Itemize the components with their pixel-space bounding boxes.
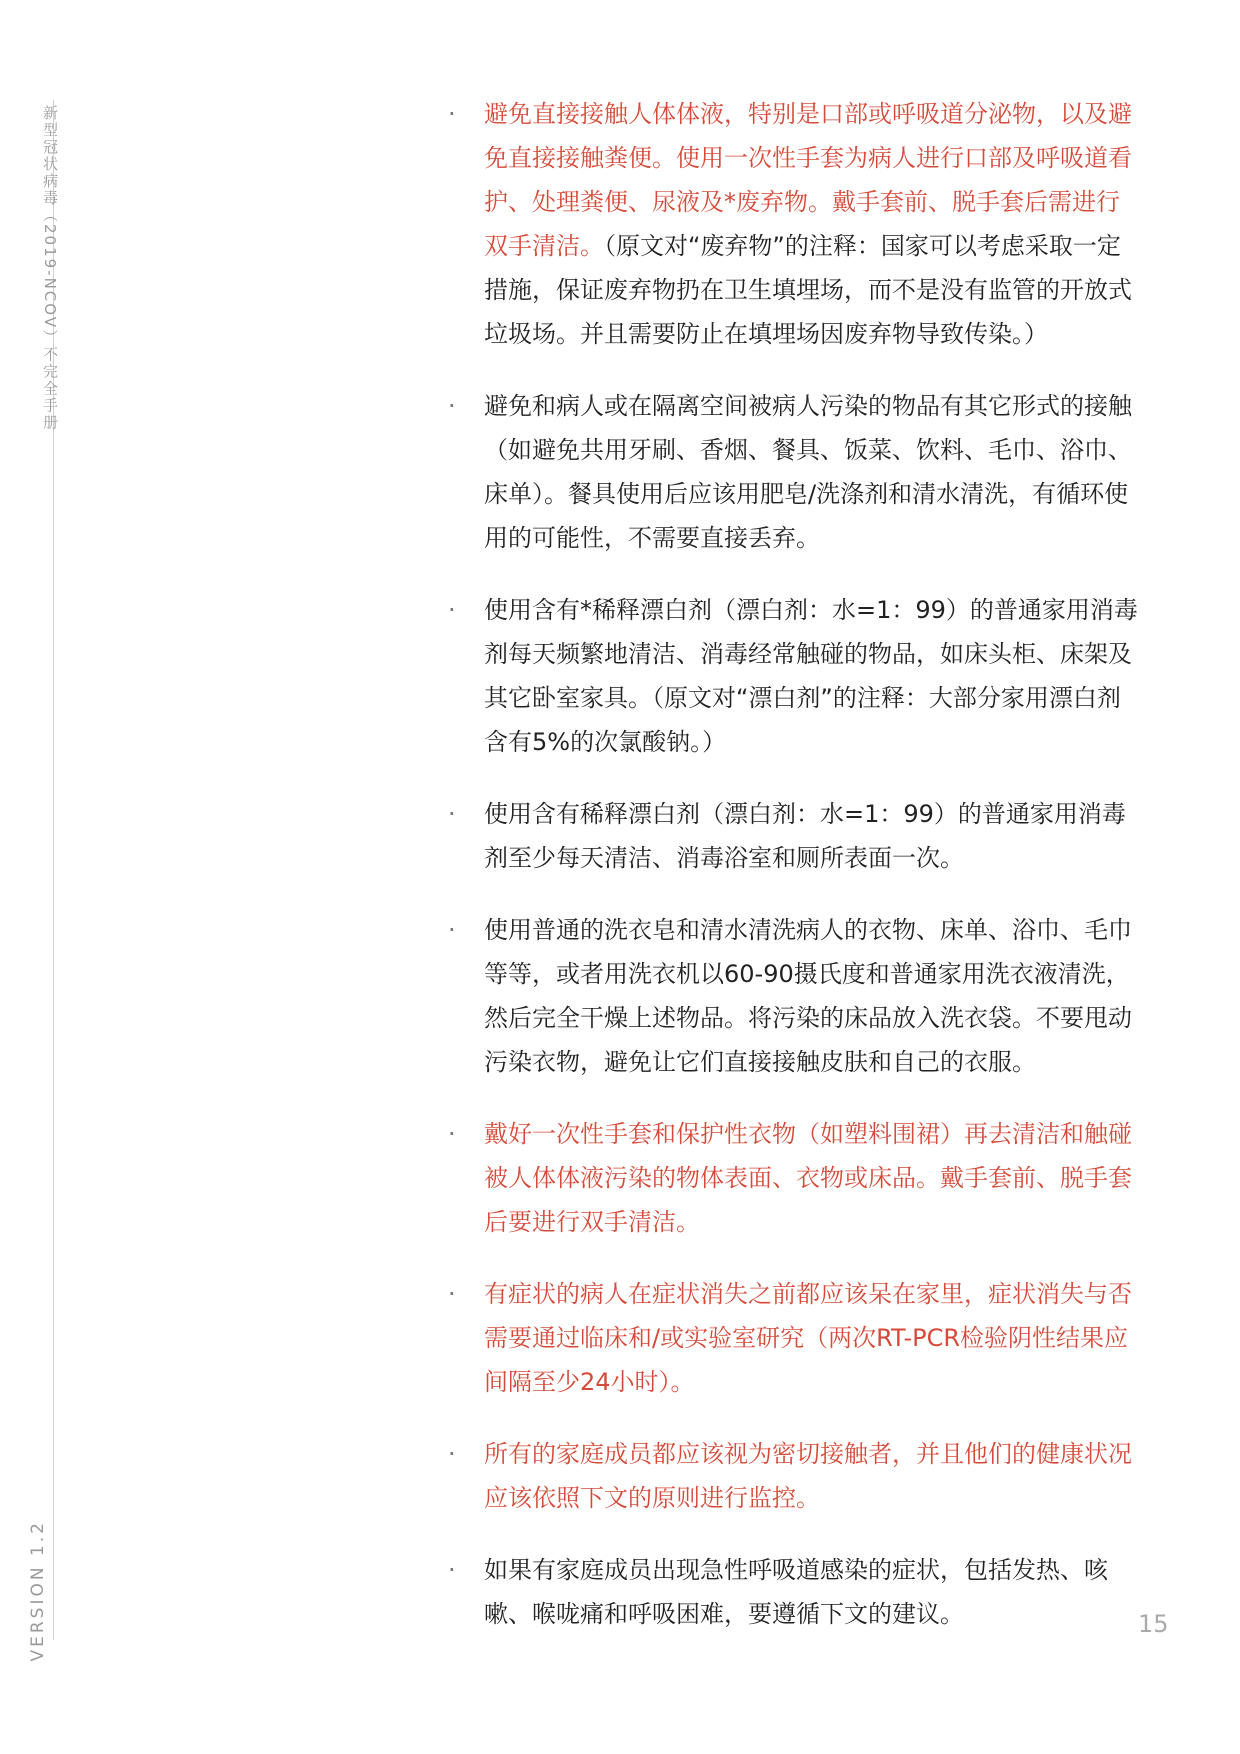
bullet-icon: · [448,916,456,944]
version-label: VERSION 1.2 [28,1520,48,1662]
highlight-text: 避免直接接触人体体液，特别是口部或呼吸道分泌物，以及避免直接接触粪便。使用一次性手套为病人进行口部及呼吸道看护、处理粪便、尿液及*废弃物。戴手套前、脱手套后需进行双手清洁。 [484,100,1132,260]
sidebar [0,0,59,1754]
bullet-icon: · [448,1280,456,1308]
body-text: 使用含有稀释漂白剂（漂白剂：水=1：99）的普通家用消毒剂至少每天清洁、消毒浴室和厕所表面一次。 [484,800,1126,872]
list-item [448,1432,1138,1520]
bullet-list [448,92,1138,1664]
bullet-icon: · [448,1120,456,1148]
bullet-icon: · [448,1556,456,1584]
bullet-icon: · [448,100,456,128]
body-text: 如果有家庭成员出现急性呼吸道感染的症状，包括发热、咳嗽、喉咙痛和呼吸困难，要遵循下文的建议。 [484,1556,1108,1628]
body-text: 使用含有*稀释漂白剂（漂白剂：水=1：99）的普通家用消毒剂每天频繁地清洁、消毒经常触碰的物品，如床头柜、床架及其它卧室家具。（原文对“漂白剂”的注释：大部分家用漂白剂含有5%的次氯酸钠。） [484,596,1138,756]
highlight-text: 所有的家庭成员都应该视为密切接触者，并且他们的健康状况应该依照下文的原则进行监控。 [484,1440,1132,1512]
body-text: （原文对“废弃物”的注释：国家可以考虑采取一定措施，保证废弃物扔在卫生填埋场，而不是没有监管的开放式垃圾场。并且需要防止在填埋场因废弃物导致传染。） [484,232,1132,348]
bullet-icon: · [448,800,456,828]
list-item [448,588,1138,764]
bullet-icon: · [448,596,456,624]
list-item [448,1272,1138,1404]
highlight-text: 戴好一次性手套和保护性衣物（如塑料围裙）再去清洁和触碰被人体体液污染的物体表面、衣物或床品。戴手套前、脱手套后要进行双手清洁。 [484,1120,1132,1236]
bullet-icon: · [448,1440,456,1468]
highlight-text: 有症状的病人在症状消失之前都应该呆在家里，症状消失与否需要通过临床和/或实验室研究（两次RT-PCR检验阴性结果应间隔至少24小时）。 [484,1280,1132,1396]
body-text: 使用普通的洗衣皂和清水清洗病人的衣物、床单、浴巾、毛巾等等，或者用洗衣机以60-90摄氏度和普通家用洗衣液清洗，然后完全干燥上述物品。将污染的床品放入洗衣袋。不要甩动污染衣物，避免让它们直接接触皮肤和自己的衣服。 [484,916,1132,1076]
body-text: 避免和病人或在隔离空间被病人污染的物品有其它形式的接触（如避免共用牙刷、香烟、餐具、饭菜、饮料、毛巾、浴巾、床单）。餐具使用后应该用肥皂/洗涤剂和清水清洗，有循环使用的可能性，不需要直接丢弃。 [484,392,1132,552]
list-item [448,1112,1138,1244]
bullet-icon: · [448,392,456,420]
document-title: 新型冠状病毒（2019-NCOV）不完全手册 [41,105,59,432]
list-item [448,384,1138,560]
list-item [448,1548,1138,1636]
list-item [448,792,1138,880]
page-number: 15 [1138,1610,1169,1638]
list-item [448,92,1138,356]
list-item [448,908,1138,1084]
